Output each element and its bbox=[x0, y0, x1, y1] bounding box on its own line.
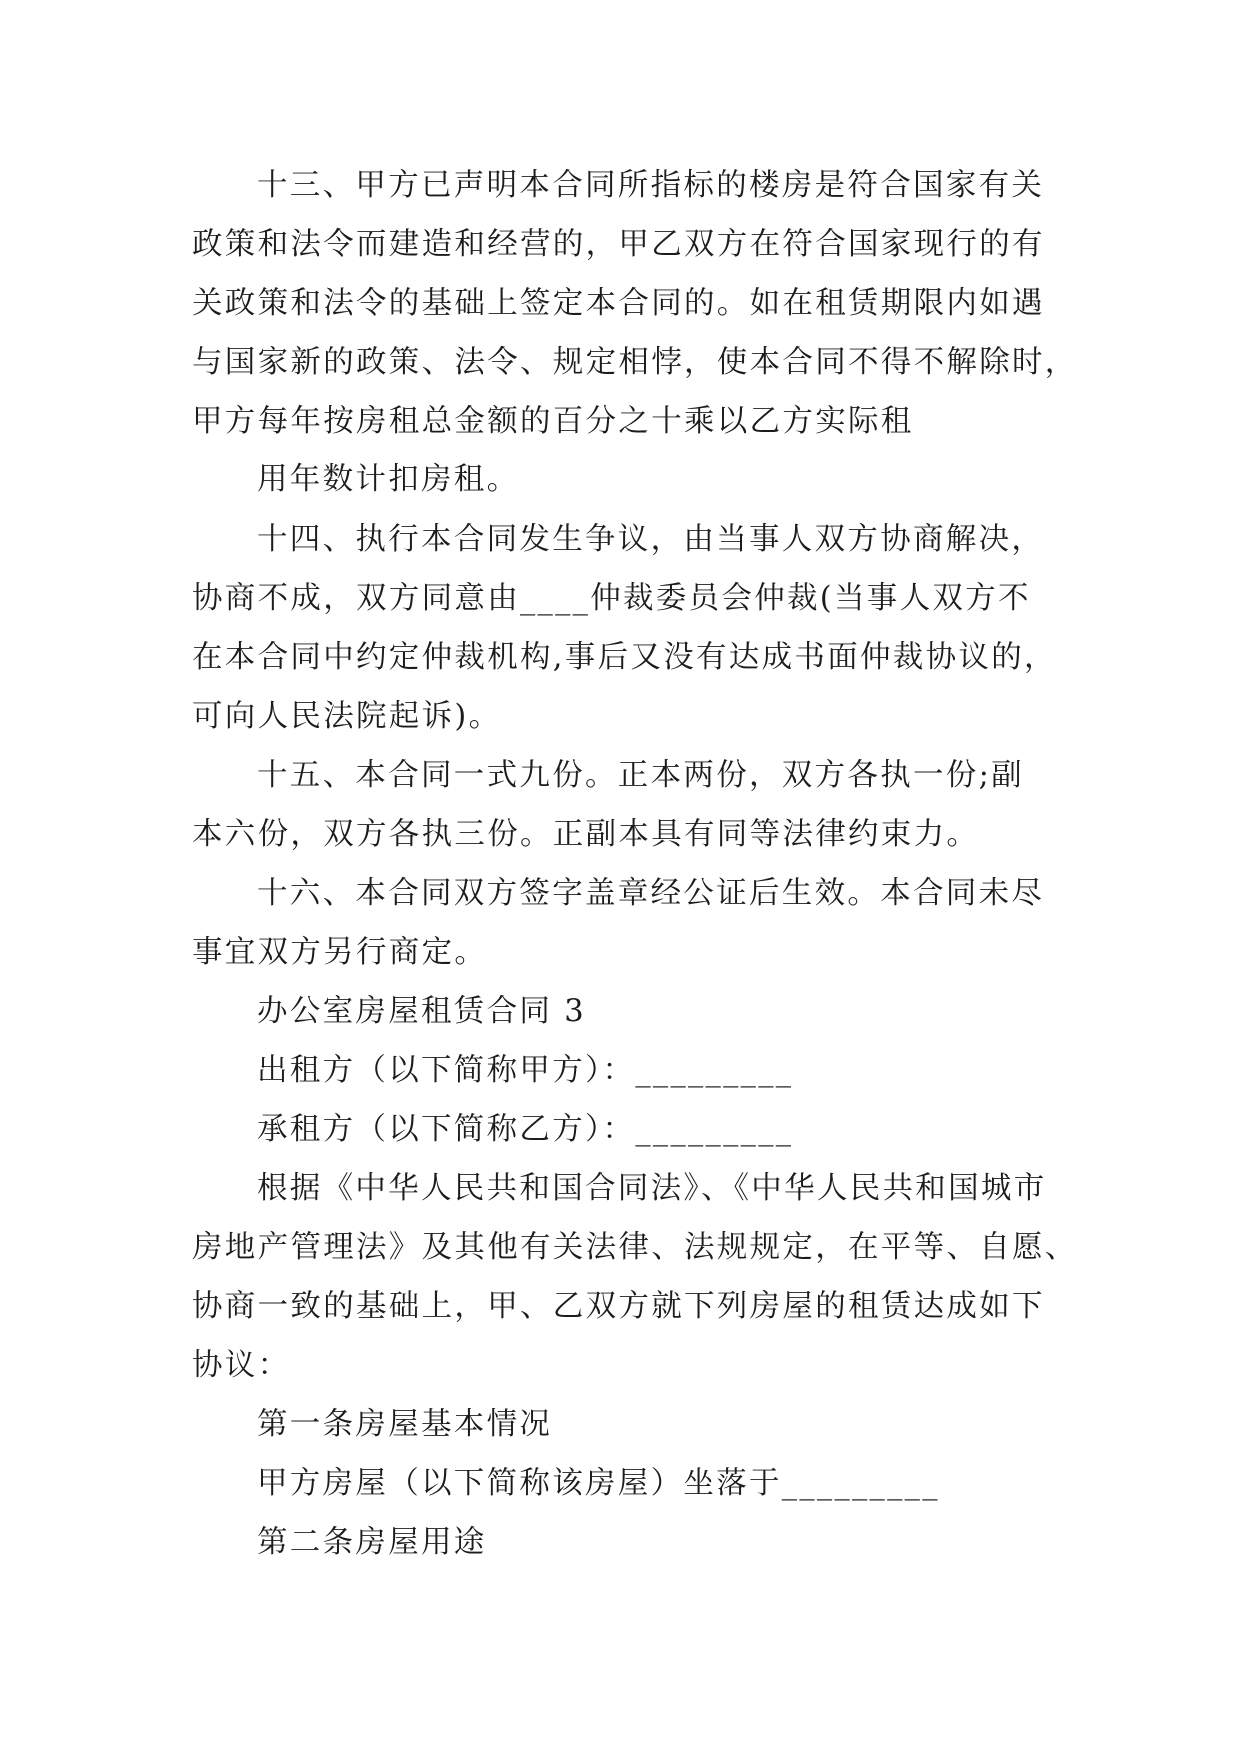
paragraph-16-line-1: 十六、本合同双方签字盖章经公证后生效。本合同未尽 bbox=[257, 876, 1045, 911]
article-1-location: 甲方房屋（以下简称该房屋）坐落于_________ bbox=[257, 1466, 940, 1501]
preamble-line-1: 根据《中华人民共和国合同法》、《中华人民共和国城市 bbox=[257, 1171, 1047, 1206]
article-1-heading: 第一条房屋基本情况 bbox=[257, 1407, 553, 1442]
preamble-line-2: 房地产管理法》及其他有关法律、法规规定，在平等、自愿、 bbox=[192, 1230, 1078, 1265]
contract-heading: 办公室房屋租赁合同 3 bbox=[257, 994, 586, 1029]
article-2-heading: 第二条房屋用途 bbox=[257, 1525, 487, 1560]
preamble-line-3: 协商一致的基础上，甲、乙双方就下列房屋的租赁达成如下 bbox=[192, 1289, 1045, 1324]
paragraph-13-line-3: 关政策和法令的基础上签定本合同的。如在租赁期限内如遇 bbox=[192, 286, 1045, 321]
paragraph-15-line-2: 本六份，双方各执三份。正副本具有同等法律约束力。 bbox=[192, 817, 980, 852]
paragraph-13-line-5: 甲方每年按房租总金额的百分之十乘以乙方实际租 bbox=[192, 404, 914, 439]
paragraph-14-line-3: 在本合同中约定仲裁机构,事后又没有达成书面仲裁协议的， bbox=[192, 640, 1057, 675]
paragraph-14-line-2: 协商不成，双方同意由____仲裁委员会仲裁(当事人双方不 bbox=[192, 581, 1031, 616]
preamble-line-4: 协议： bbox=[192, 1348, 291, 1383]
paragraph-14-line-4: 可向人民法院起诉)。 bbox=[192, 699, 502, 734]
lessee-line: 承租方（以下简称乙方）：_________ bbox=[257, 1112, 794, 1147]
paragraph-13-line-1: 十三、甲方已声明本合同所指标的楼房是符合国家有关 bbox=[257, 168, 1045, 203]
paragraph-15-line-1: 十五、本合同一式九份。正本两份，双方各执一份;副 bbox=[257, 758, 1024, 793]
paragraph-13-line-4: 与国家新的政策、法令、规定相悖，使本合同不得不解除时， bbox=[192, 345, 1078, 380]
paragraph-13-line-6: 用年数计扣房租。 bbox=[257, 462, 520, 497]
paragraph-16-line-2: 事宜双方另行商定。 bbox=[192, 935, 488, 970]
paragraph-14-line-1: 十四、执行本合同发生争议，由当事人双方协商解决， bbox=[257, 522, 1045, 557]
lessor-line: 出租方（以下简称甲方）：_________ bbox=[257, 1053, 794, 1088]
paragraph-13-line-2: 政策和法令而建造和经营的，甲乙双方在符合国家现行的有 bbox=[192, 227, 1045, 262]
